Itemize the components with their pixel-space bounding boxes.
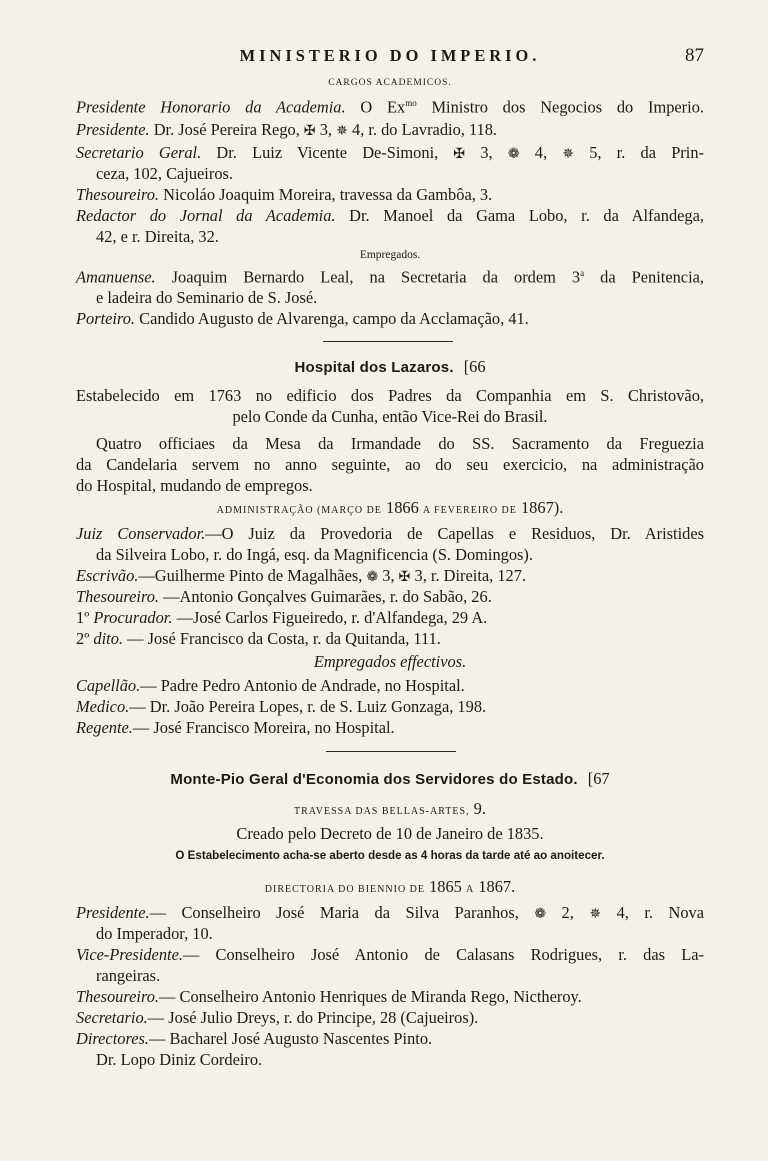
role: Regente. <box>76 718 133 737</box>
role: Redactor do Jornal da Academia. <box>76 206 336 225</box>
entry-directores: Directores.— Bacharel José Augusto Nascentes Pinto. <box>76 1029 433 1048</box>
role: Procurador. <box>93 608 173 627</box>
role: Juiz Conservador. <box>76 524 206 543</box>
role: Presidente. <box>76 120 150 139</box>
efectivos-heading: Empregados effectivos. <box>313 652 467 671</box>
hospital-paragraph-cont: da Candelaria servem no anno seguinte, ao do seu exercicio, na administração <box>76 455 704 474</box>
hospital-paragraph-end: do Hospital, mudando de empregos. <box>76 476 313 495</box>
section-title: Hospital dos Lazaros. <box>294 359 454 376</box>
running-title: MINISTERIO DO IMPERIO. <box>239 46 541 65</box>
entry-presidente-montepio: Presidente.— Conselheiro José Maria da Silva Paranhos, ❁ 2, ✵ 4, r. Nova <box>76 903 704 922</box>
role: Medico. <box>76 697 130 716</box>
entry-juiz: Juiz Conservador.—O Juiz da Provedoria de Capellas e Residuos, Dr. Aristides <box>76 524 704 543</box>
role: Thesoureiro. <box>76 185 160 204</box>
role: Capellão. <box>76 676 141 695</box>
rose-icon: ❁ <box>534 906 547 922</box>
section-title: Monte-Pio Geral d'Economia dos Servidores do Estado. <box>170 771 578 788</box>
montepio-title-line <box>76 771 704 788</box>
cargos-heading: CARGOS ACADEMICOS. <box>328 78 452 88</box>
star-icon: ✵ <box>589 906 602 922</box>
montepio-created: Creado pelo Decreto de 10 de Janeiro de 1835. <box>236 824 544 843</box>
star-icon: ✵ <box>562 146 574 162</box>
role: Thesoureiro. <box>76 987 160 1006</box>
role: Amanuense. <box>76 267 156 287</box>
role: dito. <box>93 629 123 648</box>
cross-icon: ✠ <box>453 146 466 162</box>
cross-icon: ✠ <box>398 569 411 585</box>
hospital-paragraph: Quatro officiaes da Mesa da Irmandade do SS. Sacramento da Freguezia <box>96 434 704 453</box>
entry-thesoureiro-hospital: Thesoureiro. —Antonio Gonçalves Guimarães, r. do Sabão, 26. <box>76 587 492 606</box>
montepio-address: TRAVESSA DAS BELLAS-ARTES, 9. <box>294 799 486 818</box>
rose-icon: ❁ <box>366 569 379 585</box>
page-number: 87 <box>685 45 704 66</box>
entry-escrivao: Escrivão.—Guilherme Pinto de Magalhães, ❁ 3, ✠ 3, r. Direita, 127. <box>76 566 527 585</box>
entry-redactor-cont: 42, e r. Direita, 32. <box>96 227 219 246</box>
entry-amanuense: Amanuense. Joaquim Bernardo Leal, na Secretaria da ordem 3$^a$ da Penitencia, <box>76 267 705 287</box>
entry-presidente-honorario: Presidente Honorario da Academia. O $Ex^{mo}$ Ministro dos Negocios do Imperio. <box>76 97 704 117</box>
entry-vice-presidente-cont: rangeiras. <box>96 966 161 985</box>
entry-presidente: Presidente. Dr. José Pereira Rego, ✠ 3, ✵ 4, r. do Lavradio, 118. <box>76 120 498 139</box>
entry-juiz-cont: da Silveira Lobo, r. do Ingá, esq. da Magnificencia (S. Domingos). <box>96 545 533 564</box>
section-ref: [67 <box>587 769 610 788</box>
hospital-established-cont: pelo Conde da Cunha, então Vice-Rei do Brasil. <box>232 407 548 426</box>
empregados-heading: Empregados. <box>359 249 421 261</box>
entry-director-lopo: Dr. Lopo Diniz Cordeiro. <box>96 1050 263 1069</box>
entry-procurador-1: 1º Procurador. —José Carlos Figueiredo, r. d'Alfandega, 29 A. <box>76 608 488 627</box>
hospital-established: Estabelecido em 1763 no edificio dos Padres da Companhia em S. Christovão, <box>76 386 704 405</box>
entry-vice-presidente: Vice-Presidente.— Conselheiro José Antonio de Calasans Rodrigues, r. das La- <box>76 945 704 964</box>
entry-amanuense-cont: e ladeira do Seminario de S. José. <box>96 288 318 307</box>
role: Vice-Presidente. <box>76 945 183 964</box>
entry-porteiro: Porteiro. Candido Augusto de Alvarenga, campo da Acclamação, 41. <box>76 309 529 328</box>
entry-thesoureiro: Thesoureiro. Nicoláo Joaquim Moreira, travessa da Gambôa, 3. <box>76 185 493 204</box>
entry-secretario: Secretario Geral. Dr. Luiz Vicente De-Simoni, ✠ 3, ❁ 4, ✵ 5, r. da Prin- <box>76 143 704 162</box>
montepio-hours: O Estabelecimento acha-se aberto desde as 4 horas da tarde até ao anoitecer. <box>175 849 605 862</box>
administracao-line: ADMINISTRAÇÃO (MARÇO DE 1866 A FEVEREIRO DE 1867). <box>216 498 564 517</box>
entry-medico: Medico.— Dr. João Pereira Lopes, r. de S. Luiz Gonzaga, 198. <box>76 697 487 716</box>
role: Thesoureiro. <box>76 587 160 606</box>
role: Secretario Geral. <box>76 143 202 162</box>
role: Secretario. <box>76 1008 148 1027</box>
role: Presidente. <box>76 903 150 922</box>
entry-redactor: Redactor do Jornal da Academia. Dr. Manoel da Gama Lobo, r. da Alfandega, <box>76 206 704 225</box>
section-ref: [66 <box>463 357 486 376</box>
entry-procurador-2: 2º dito. — José Francisco da Costa, r. da Quitanda, 111. <box>76 629 441 648</box>
entry-regente: Regente.— José Francisco Moreira, no Hospital. <box>76 718 395 737</box>
entry-thesoureiro-montepio: Thesoureiro.— Conselheiro Antonio Henriques de Miranda Rego, Nictheroy. <box>76 987 582 1006</box>
role: Escrivão. <box>76 566 139 585</box>
entry-presidente-montepio-cont: do Imperador, 10. <box>96 924 213 943</box>
section-divider <box>323 341 453 342</box>
running-head <box>76 45 704 66</box>
star-icon: ✵ <box>336 123 348 139</box>
entry-secretario-cont: ceza, 102, Cajueiros. <box>96 164 233 183</box>
role: Directores. <box>76 1029 149 1048</box>
section-divider <box>326 751 456 752</box>
entry-secretario-montepio: Secretario.— José Julio Dreys, r. do Principe, 28 (Cajueiros). <box>76 1008 479 1027</box>
rose-icon: ❁ <box>507 146 520 162</box>
role: Porteiro. <box>76 309 136 328</box>
directoria-line: DIRECTORIA DO BIENNIO DE 1865 A 1867. <box>264 877 516 896</box>
entry-capellao: Capellão.— Padre Pedro Antonio de Andrade, no Hospital. <box>76 676 465 695</box>
role: Presidente Honorario da Academia. <box>76 97 346 117</box>
cross-icon: ✠ <box>303 123 316 139</box>
hospital-title-line <box>76 359 704 376</box>
